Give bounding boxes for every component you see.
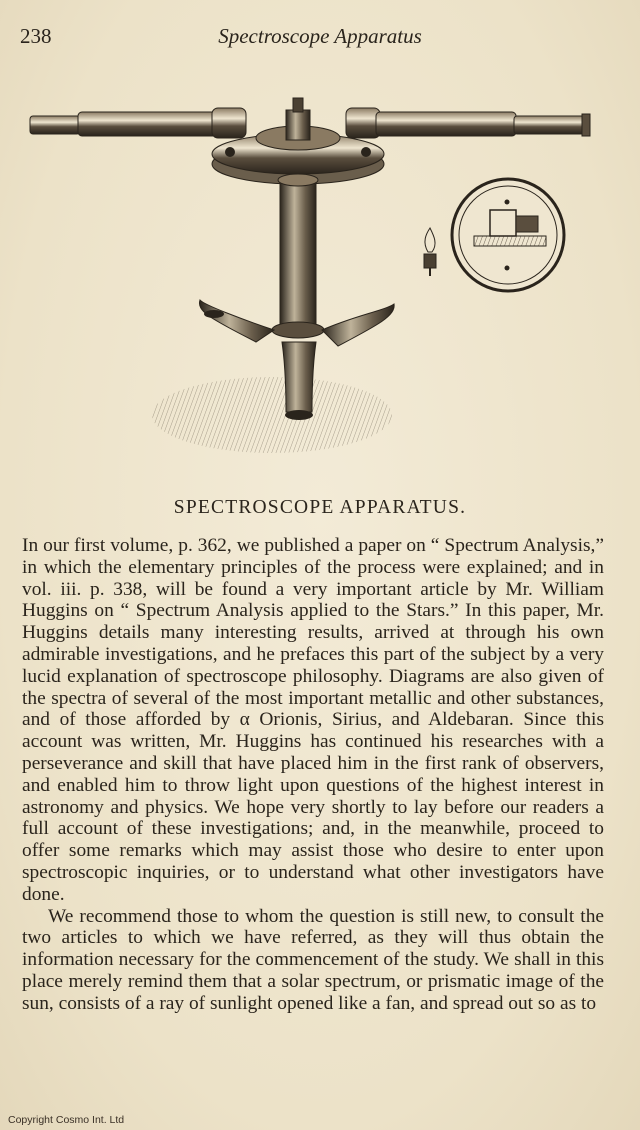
running-title: Spectroscope Apparatus — [218, 24, 422, 48]
spectroscope-illustration — [24, 80, 604, 480]
spectroscope-icon — [24, 80, 604, 480]
paragraph-2: We recommend those to whom the question is still new, to consult the two articles to which we have referred, as they will thus obtain the information necessary for the commencement of the study. We shall in this place merely remind them that a solar spectrum, or prismatic image of the sun, consists of a ray of sunlight opened like a fan, and spread out so as to — [22, 905, 604, 1014]
page-number: 238 — [20, 24, 52, 48]
paragraph-1: In our first volume, p. 362, we published a paper on “ Spectrum Analysis,” in which the elementary principles of the process were explained; and in vol. iii. p. 338, will be found a very important article by Mr. William Huggins on “ Spectrum Analysis applied to the Stars.” In this paper, Mr. Huggins details many interesting results, arrived at through his own admirable investigations, and he prefaces this part of the subject by a very lucid explanation of spectroscope philosophy. Diagrams are also given of the spectra of several of the most important metallic and other substances, and of those afforded by α Orionis, Sirius, and Aldebaran. Since this account was written, Mr. Huggins has continued his researches with a perseverance and skill that have placed him in the first rank of observers, and enabled him to throw light upon questions of the highest interest in astronomy and physics. We hope very shortly to lay before our readers a full account of these investigations; and, in the meanwhile, proceed to offer some remarks which may assist those who desire to enter upon spectroscopic inquiries, or to understand what other investigators have done. — [22, 535, 604, 905]
page-header — [20, 24, 620, 52]
article-body — [22, 535, 604, 1015]
copyright-notice: Copyright Cosmo Int. Ltd — [8, 1114, 125, 1126]
article-heading: SPECTROSCOPE APPARATUS. — [173, 497, 467, 518]
